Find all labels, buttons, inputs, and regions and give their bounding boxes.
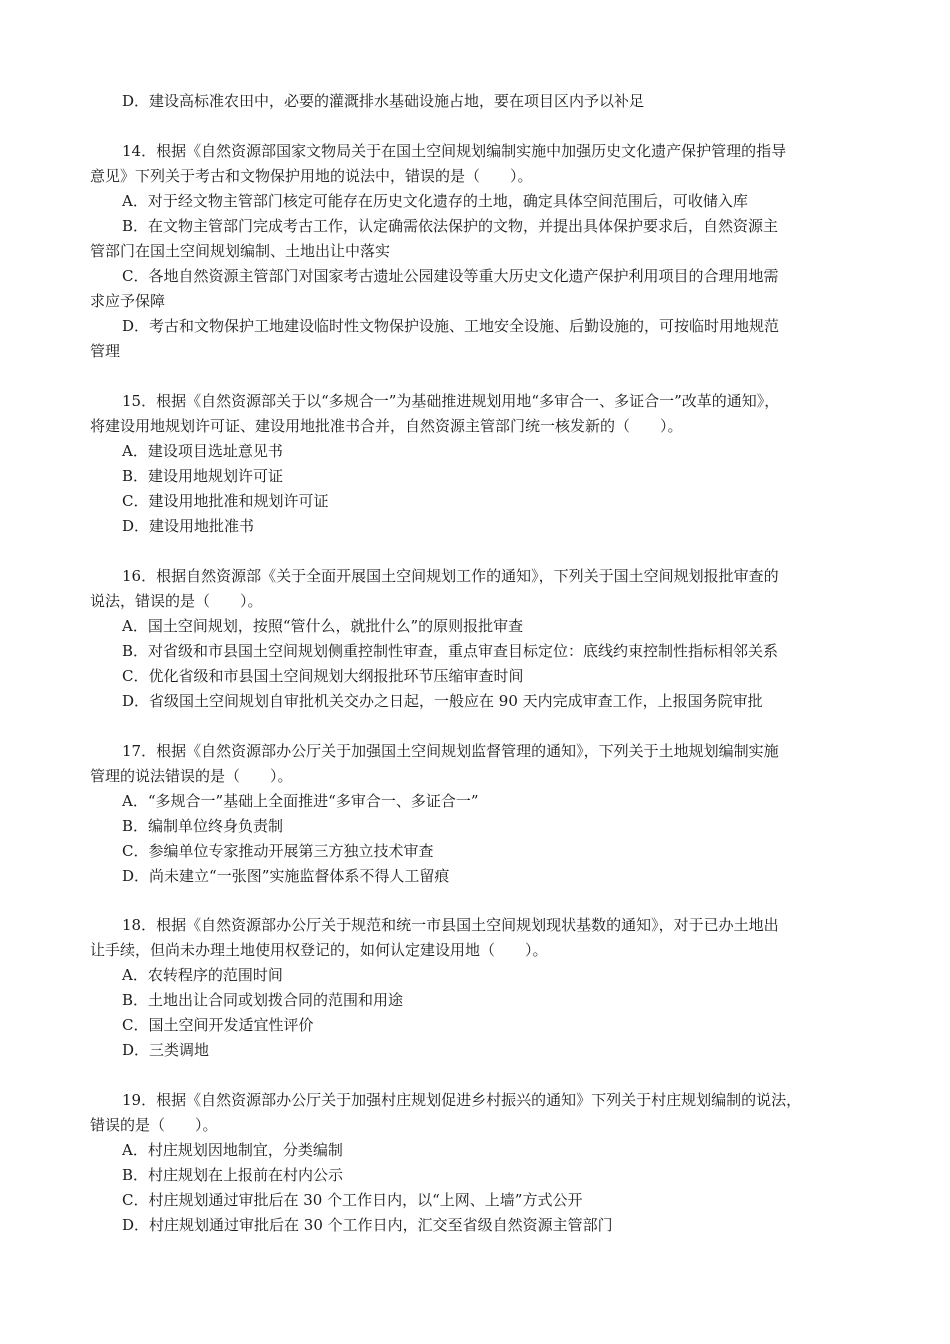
question-stem: 19．根据《自然资源部办公厅关于加强村庄规划促进乡村振兴的通知》下列关于村庄规划编制的说法， (122, 1091, 802, 1109)
option-c: C．参编单位专家推动开展第三方独立技术审查 (122, 842, 434, 860)
option-b-cont: 管部门在国土空间规划编制、土地出让中落实 (90, 242, 391, 260)
option-c: C．优化省级和市县国土空间规划大纲报批环节压缩审查时间 (122, 667, 524, 685)
option-a: A．国土空间规划，按照“管什么，就批什么”的原则报批审查 (122, 617, 524, 635)
option-b: B．对省级和市县国土空间规划侧重控制性审查，重点审查目标定位：底线约束控制性指标相邻关系 (122, 642, 779, 660)
option-d: D．考古和文物保护工地建设临时性文物保护设施、工地安全设施、后勤设施的，可按临时用地规范 (122, 317, 780, 335)
option-a: A．村庄规划因地制宜，分类编制 (122, 1141, 343, 1159)
question-stem: 16．根据自然资源部《关于全面开展国土空间规划工作的通知》，下列关于国土空间规划报批审查的 (122, 567, 779, 585)
option-d-cont: 管理 (90, 342, 121, 360)
question-17 (90, 739, 862, 889)
option-c: C．国土空间开发适宜性评价 (122, 1016, 314, 1034)
option-a: A．“多规合一”基础上全面推进“多审合一、多证合一” (122, 792, 479, 810)
option-d: D．村庄规划通过审批后在 30 个工作日内，汇交至省级自然资源主管部门 (122, 1216, 613, 1234)
question-stem-cont: 将建设用地规划许可证、建设用地批准书合并，自然资源主管部门统一核发新的（ ）。 (90, 417, 683, 435)
question-15 (90, 389, 862, 539)
option-d: D．省级国土空间规划自审批机关交办之日起，一般应在 90 天内完成审查工作，上报国务院审批 (122, 692, 763, 710)
option-d-text: D．建设高标准农田中，必要的灌溉排水基础设施占地，要在项目区内予以补足 (122, 92, 645, 110)
question-stem-cont: 管理的说法错误的是（ ）。 (90, 767, 293, 785)
question-18 (90, 913, 862, 1063)
question-stem: 14．根据《自然资源部国家文物局关于在国土空间规划编制实施中加强历史文化遗产保护管理的指导 (122, 142, 787, 160)
question-16 (90, 564, 862, 714)
option-a: A．农转程序的范围时间 (122, 966, 283, 984)
option-d: D．建设用地批准书 (122, 517, 255, 535)
option-d: D．三类调地 (122, 1041, 210, 1059)
option-c: C．建设用地批准和规划许可证 (122, 492, 329, 510)
question-stem-cont: 错误的是（ ）。 (90, 1116, 218, 1134)
option-b: B．编制单位终身负责制 (122, 817, 284, 835)
option-c: C．各地自然资源主管部门对国家考古遗址公园建设等重大历史文化遗产保护利用项目的合理用地需 (122, 267, 779, 285)
option-b: B．在文物主管部门完成考古工作，认定确需依法保护的文物，并提出具体保护要求后，自然资源主 (122, 217, 779, 235)
question-14 (90, 139, 862, 364)
option-a: A．建设项目选址意见书 (122, 442, 283, 460)
option-c: C．村庄规划通过审批后在 30 个工作日内，以“上网、上墙”方式公开 (122, 1191, 583, 1209)
question-stem: 17．根据《自然资源部办公厅关于加强国土空间规划监督管理的通知》，下列关于土地规划编制实施 (122, 742, 779, 760)
option-d: D．尚未建立“一张图”实施监督体系不得人工留痕 (122, 867, 450, 885)
option-a: A．对于经文物主管部门核定可能存在历史文化遗存的土地，确定具体空间范围后，可收储入库 (122, 192, 748, 210)
option-c-cont: 求应予保障 (90, 292, 166, 310)
question-19 (90, 1088, 862, 1238)
question-stem-cont: 意见》下列关于考古和文物保护用地的说法中，错误的是（ ）。 (90, 167, 533, 185)
lead-option (90, 89, 862, 114)
question-stem-cont: 让手续，但尚未办理土地使用权登记的，如何认定建设用地（ ）。 (90, 941, 548, 959)
option-b: B．建设用地规划许可证 (122, 467, 284, 485)
question-stem: 15．根据《自然资源部关于以“多规合一”为基础推进规划用地“多审合一、多证合一”改革的通知》， (122, 392, 780, 410)
question-stem-cont: 说法，错误的是（ ）。 (90, 592, 263, 610)
option-b: B．土地出让合同或划拨合同的范围和用途 (122, 991, 404, 1009)
question-stem: 18．根据《自然资源部办公厅关于规范和统一市县国土空间规划现状基数的通知》，对于已办土地出 (122, 916, 779, 934)
option-b: B．村庄规划在上报前在村内公示 (122, 1166, 344, 1184)
